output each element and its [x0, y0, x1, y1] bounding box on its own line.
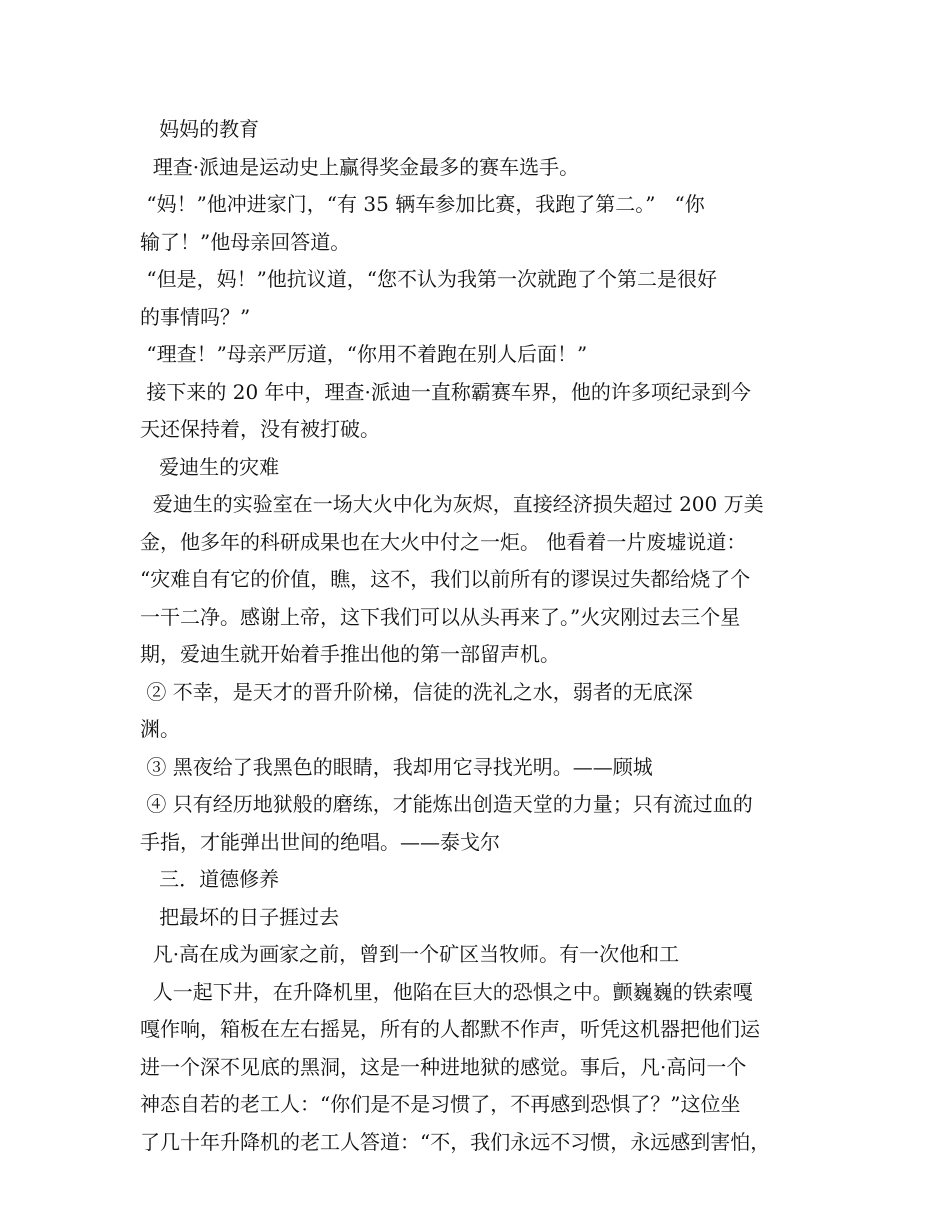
paragraph-line: 爱迪生的实验室在一场大火中化为灰烬，直接经济损失超过 200 万美: [140, 492, 764, 516]
paragraph-line: 天还保持着，没有被打破。: [140, 417, 380, 441]
paragraph-line: 人一起下井，在升降机里，他陷在巨大的恐惧之中。颤巍巍的铁索嘎: [140, 979, 753, 1004]
paragraph-line: “妈！”他冲进家门，“有 35 辆车参加比赛，我跑了第二。” “你: [140, 192, 705, 216]
paragraph-line: 进一个深不见底的黑洞，这是一种进地狱的感觉。事后，凡·高问一个: [140, 1054, 747, 1079]
quote-line: 手指，才能弹出世间的绝唱。——泰戈尔: [140, 829, 500, 854]
paragraph-line: 接下来的 20 年中，理查·派迪一直称霸赛车界，他的许多项纪录到今: [140, 379, 751, 404]
paragraph-line: 的事情吗？”: [140, 304, 251, 329]
paragraph-line: “理查！”母亲严厉道，“你用不着跑在别人后面！”: [140, 342, 588, 366]
section-heading-worst-days: 把最坏的日子捱过去: [140, 904, 340, 929]
document-body: [140, 111, 820, 1161]
paragraph-line: 神态自若的老工人：“你们是不是习惯了，不再感到恐惧了？”这位坐: [140, 1092, 741, 1116]
paragraph-line: 理查·派迪是运动史上赢得奖金最多的赛车选手。: [140, 154, 580, 179]
paragraph-line: 输了！”他母亲回答道。: [140, 229, 351, 254]
paragraph-line: “但是，妈！”他抗议道，“您不认为我第一次就跑了个第二是很好: [140, 267, 718, 291]
paragraph-line: 了几十年升降机的老工人答道：“不，我们永远不习惯，永远感到害怕，: [140, 1129, 771, 1154]
paragraph-line: “灾难自有它的价值，瞧，这不，我们以前所有的谬误过失都给烧了个: [140, 567, 751, 591]
paragraph-line: 嘎作响，箱板在左右摇晃，所有的人都默不作声，听凭这机器把他们运: [140, 1017, 760, 1041]
paragraph-line: 一干二净。感谢上帝，这下我们可以从头再来了。”火灾刚过去三个星: [140, 604, 741, 629]
paragraph-line: 金，他多年的科研成果也在大火中付之一炬。 他看着一片废墟说道：: [140, 529, 747, 554]
paragraph-line: 凡·高在成为画家之前，曾到一个矿区当牧师。有一次他和工: [140, 942, 680, 966]
paragraph-line: 期，爱迪生就开始着手推出他的第一部留声机。: [140, 642, 560, 666]
quote-line: ② 不幸，是天才的晋升阶梯，信徒的洗礼之水，弱者的无底深: [140, 679, 693, 704]
quote-line: ④ 只有经历地狱般的磨练，才能炼出创造天堂的力量；只有流过血的: [140, 792, 753, 816]
section-heading-mother-education: 妈妈的教育: [140, 117, 260, 141]
section-heading-edison-disaster: 爱迪生的灾难: [140, 454, 280, 479]
section-heading-moral-cultivation: 三．道德修养: [140, 867, 280, 891]
quote-line: ③ 黑夜给了我黑色的眼睛，我却用它寻找光明。——顾城: [140, 754, 653, 779]
quote-line: 渊。: [140, 717, 180, 741]
